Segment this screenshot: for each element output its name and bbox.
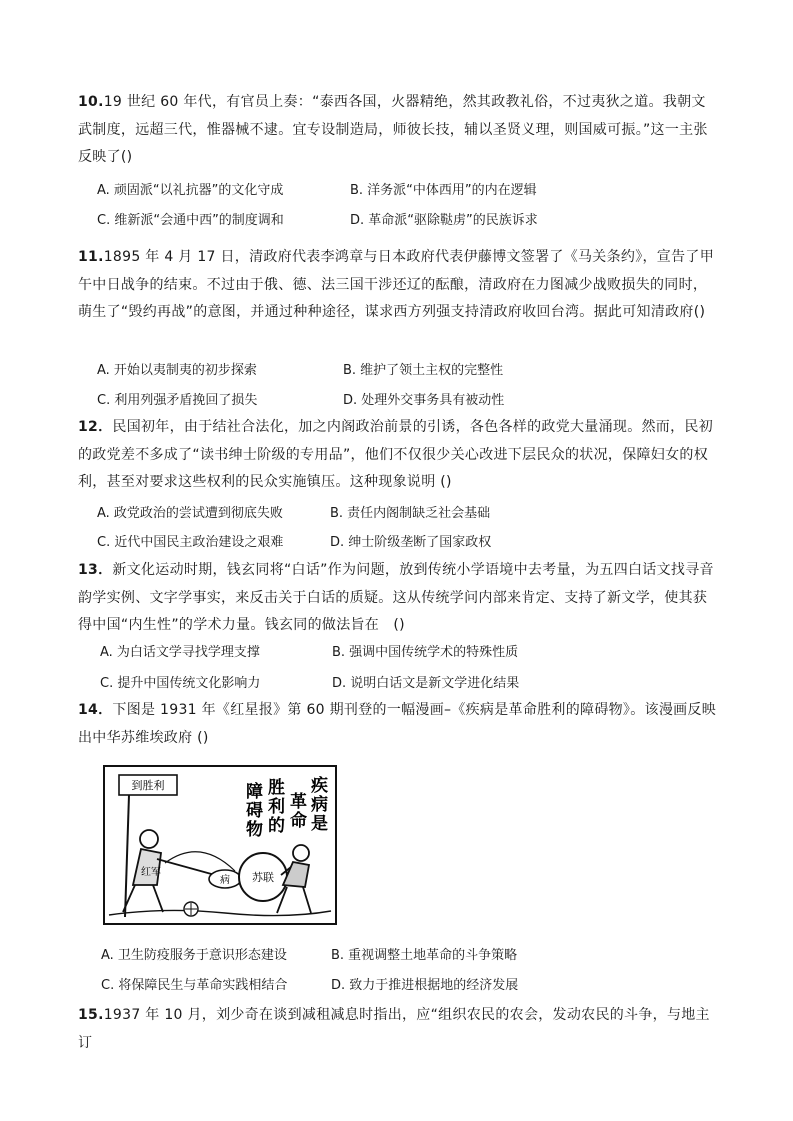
option-a[interactable]: A. 卫生防疫服务于意识形态建设 (101, 948, 287, 963)
question-number: 13． (78, 562, 113, 578)
question-number: 15. (78, 1007, 104, 1023)
option-d[interactable]: D. 革命派“驱除鞑虏”的民族诉求 (350, 213, 538, 228)
option-d[interactable]: D. 处理外交事务具有被动性 (343, 393, 505, 408)
question-10 (78, 89, 718, 172)
question-stem: 1937 年 10 月，刘少奇在谈到减租减息时指出，应“组织农民的农会，发动农民的斗争，与地主订 (78, 1007, 710, 1051)
ground-line (109, 910, 331, 915)
option-c[interactable]: C. 维新派“会通中西”的制度调和 (97, 213, 284, 228)
question-12 (78, 414, 718, 497)
option-b[interactable]: B. 重视调整土地革命的斗争策略 (331, 948, 518, 963)
option-b[interactable]: B. 责任内阁制缺乏社会基础 (330, 506, 491, 521)
soldier-label: 红军 (141, 867, 161, 878)
option-a[interactable]: A. 顽固派“以礼抗器”的文化守成 (97, 183, 284, 198)
question-stem: 1895 年 4 月 17 日，清政府代表李鸿章与日本政府代表伊藤博文签署了《马关条约》，宣告了甲午中日战争的结束。不过由于俄、德、法三国干涉还辽的酝酿，清政府在力图减少战败损失的同时，萌生了“毁约再战”的意图，并通过种种途径，谋求西方列强支持清政府收回台湾。据此可知清政府() (78, 249, 715, 320)
option-a[interactable]: A. 开始以夷制夷的初步探索 (97, 363, 257, 378)
option-c[interactable]: C. 提升中国传统文化影响力 (100, 676, 261, 691)
caption-col-4: 障碍物 (246, 782, 263, 840)
option-d[interactable]: D. 说明白话文是新文学进化结果 (332, 676, 520, 691)
signpost-text: 到胜利 (131, 779, 165, 792)
question-11 (78, 244, 718, 327)
question-14 (78, 697, 718, 752)
question-number: 14． (78, 702, 113, 718)
option-a[interactable]: A. 为白话文学寻找学理支撑 (100, 645, 260, 660)
option-d[interactable]: D. 致力于推进根据地的经济发展 (331, 978, 519, 993)
caption-col-1: 疾病是 (311, 776, 328, 834)
question-number: 11. (78, 249, 104, 265)
question-stem: 民国初年，由于结社合法化，加之内阁政治前景的引诱，各色各样的政党大量涌现。然而，民初的政党差不多成了“读书绅士阶级的专用品”，他们不仅很少关心改进下层民众的状况，保障妇女的权利，甚至对要求这些权利的民众实施镇压。这种现象说明 () (78, 419, 713, 490)
question-stem: 新文化运动时期，钱玄同将“白话”作为问题，放到传统小学语境中去考量，为五四白话文找寻音韵学实例、文字学事实，来反击关于白话的质疑。这从传统学问内部来肯定、支持了新文学，使其获得中国“内生性”的学术力量。钱玄同的做法旨在 () (78, 562, 714, 633)
cartoon-drawing (105, 767, 335, 923)
option-d[interactable]: D. 绅士阶级垄断了国家政权 (330, 535, 492, 550)
caption-col-2: 革命 (290, 792, 307, 831)
question-number: 10. (78, 94, 104, 110)
question-stem: 下图是 1931 年《红星报》第 60 期刊登的一幅漫画–《疾病是革命胜利的障碍物》。该漫画反映出中华苏维埃政府 () (78, 702, 717, 746)
ball-label: 苏联 (252, 871, 274, 884)
option-b[interactable]: B. 维护了领土主权的完整性 (343, 363, 504, 378)
option-c[interactable]: C. 近代中国民主政治建设之艰难 (97, 535, 284, 550)
question-number: 12． (78, 419, 113, 435)
sack-label: 病 (220, 875, 230, 886)
option-b[interactable]: B. 强调中国传统学术的特殊性质 (332, 645, 519, 660)
question-stem: 19 世纪 60 年代，有官员上奏：“泰西各国，火器精绝，然其政教礼俗，不过夷狄之道。我朝文武制度，远超三代，惟器械不逮。宜专设制造局，师彼长技，辅以圣贤义理，则国威可振。”这一主张反映了() (78, 94, 708, 165)
question-13 (78, 557, 718, 640)
soldier-figure (123, 830, 215, 912)
option-c[interactable]: C. 将保障民生与革命实践相结合 (101, 978, 288, 993)
option-a[interactable]: A. 政党政治的尝试遭到彻底失败 (97, 506, 283, 521)
caption-col-3: 胜利的 (268, 778, 285, 836)
option-b[interactable]: B. 洋务派“中体西用”的内在逻辑 (350, 183, 537, 198)
cartoon-illustration (103, 765, 337, 925)
question-15 (78, 1002, 718, 1057)
rope (165, 852, 235, 871)
option-c[interactable]: C. 利用列强矛盾挽回了损失 (97, 393, 258, 408)
cartoon-caption (246, 775, 328, 840)
